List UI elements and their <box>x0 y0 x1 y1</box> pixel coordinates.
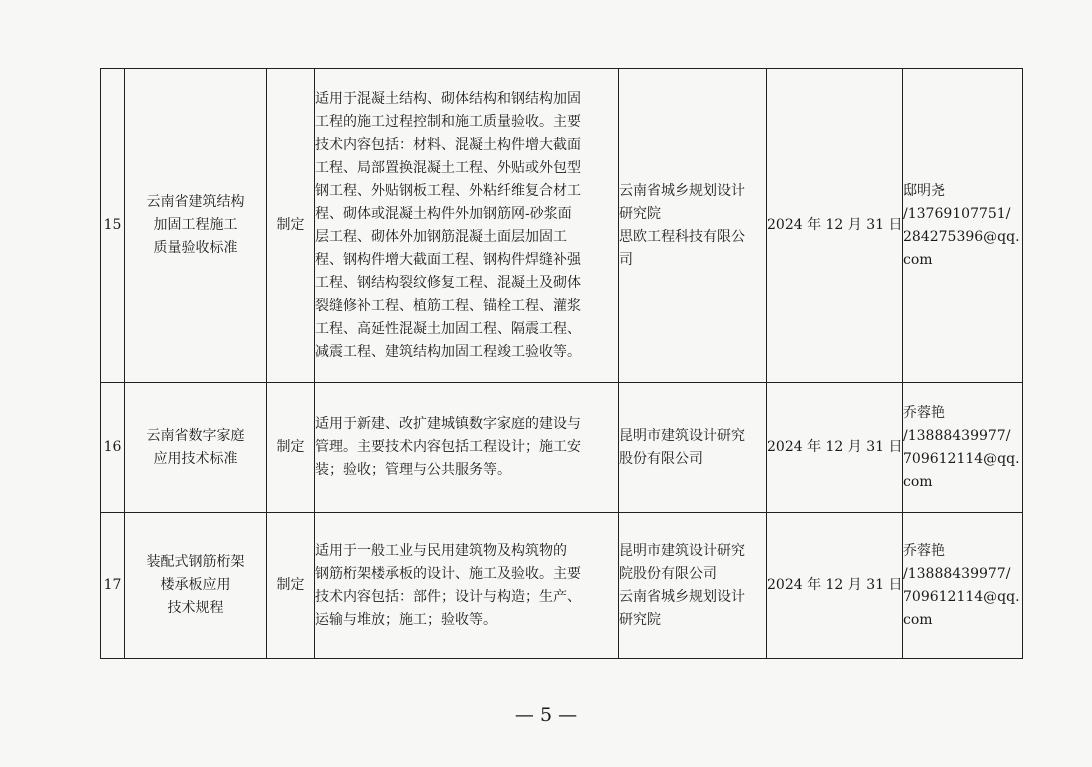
standard-description-line: 适用于新建、改扩建城镇数字家庭的建设与 <box>315 416 581 432</box>
contact-info-line: 乔蓉艳 <box>903 542 945 559</box>
contact-info-line: 乔蓉艳 <box>903 404 945 421</box>
contact-info-line: /13888439977/ <box>903 565 1011 582</box>
standard-name-line: 质量验收标准 <box>153 240 238 256</box>
responsible-units <box>619 383 767 513</box>
responsible-units-line: 司 <box>619 251 633 268</box>
contact-info-line: /13888439977/ <box>903 427 1011 444</box>
row-number: 15 <box>101 69 125 383</box>
responsible-units-line: 昆明市建筑设计研究 <box>619 542 745 559</box>
table-row <box>101 69 1023 383</box>
standard-description <box>315 383 619 513</box>
contact-info-line: 邸明尧 <box>903 182 945 199</box>
standard-name-line: 装配式钢筋桁架 <box>146 554 245 570</box>
standard-description-line: 适用于一般工业与民用建筑物及构筑物的 <box>315 542 567 559</box>
standard-description-line: 层工程、砌体外加钢筋混凝土面层加固工 <box>315 228 567 245</box>
responsible-units-line: 股份有限公司 <box>619 450 703 467</box>
contact-info <box>903 513 1023 659</box>
standards-table <box>100 68 1023 659</box>
standard-description-line: 工程、局部置换混凝土工程、外贴或外包型 <box>315 159 581 176</box>
standard-description <box>315 69 619 383</box>
due-date: 2024 年 12 月 31 日 <box>767 383 903 513</box>
standard-name <box>125 69 267 383</box>
contact-info-line: 709612114@qq. <box>903 450 1020 467</box>
table-body <box>101 69 1023 659</box>
standard-description <box>315 513 619 659</box>
standard-type: 制定 <box>267 513 315 659</box>
standard-description-line: 程、钢构件增大截面工程、钢构件焊缝补强 <box>315 251 581 268</box>
row-number: 17 <box>101 513 125 659</box>
responsible-units-line: 昆明市建筑设计研究 <box>619 427 745 444</box>
contact-info-line: 284275396@qq. <box>903 228 1020 245</box>
standard-description-line: 适用于混凝土结构、砌体结构和钢结构加固 <box>315 90 581 107</box>
contact-info-line: com <box>903 611 933 628</box>
standard-name-line: 加固工程施工 <box>153 217 238 233</box>
contact-info-line: com <box>903 251 933 268</box>
contact-info-line: 709612114@qq. <box>903 588 1020 605</box>
standard-name-line: 云南省数字家庭 <box>146 427 245 444</box>
responsible-units-line: 院股份有限公司 <box>619 565 717 582</box>
standard-name-line: 应用技术标准 <box>153 450 238 467</box>
standard-type: 制定 <box>267 69 315 383</box>
standard-description-line: 工程、高延性混凝土加固工程、隔震工程、 <box>315 320 581 337</box>
responsible-units-line: 研究院 <box>619 205 661 222</box>
contact-info <box>903 69 1023 383</box>
responsible-units-line: 思欧工程科技有限公 <box>619 228 745 245</box>
contact-info-line: com <box>903 473 933 490</box>
responsible-units <box>619 69 767 383</box>
table-row <box>101 513 1023 659</box>
due-date: 2024 年 12 月 31 日 <box>767 69 903 383</box>
responsible-units-line: 云南省城乡规划设计 <box>619 588 745 605</box>
standard-description-line: 钢工程、外贴钢板工程、外粘纤维复合材工 <box>315 182 581 199</box>
standard-description-line: 工程的施工过程控制和施工质量验收。主要 <box>315 113 581 130</box>
standard-name <box>125 513 267 659</box>
standard-description-line: 技术内容包括：材料、混凝土构件增大截面 <box>315 136 581 153</box>
responsible-units <box>619 513 767 659</box>
standard-name <box>125 383 267 513</box>
responsible-units-line: 云南省城乡规划设计 <box>619 182 745 199</box>
responsible-units-line: 研究院 <box>619 611 661 628</box>
standard-description-line: 装；验收；管理与公共服务等。 <box>315 462 511 478</box>
standard-description-line: 管理。主要技术内容包括工程设计；施工安 <box>315 439 581 455</box>
standard-description-line: 运输与堆放；施工；验收等。 <box>315 611 497 628</box>
standard-description-line: 裂缝修补工程、植筋工程、锚栓工程、灌浆 <box>315 297 581 314</box>
standard-name-line: 云南省建筑结构 <box>146 194 245 210</box>
standard-description-line: 减震工程、建筑结构加固工程竣工验收等。 <box>315 343 581 360</box>
standard-description-line: 技术内容包括：部件；设计与构造；生产、 <box>315 588 581 605</box>
standard-description-line: 工程、钢结构裂纹修复工程、混凝土及砌体 <box>315 274 581 291</box>
standard-name-line: 技术规程 <box>167 600 224 616</box>
contact-info-line: /13769107751/ <box>903 205 1011 222</box>
table-row <box>101 383 1023 513</box>
standard-description-line: 程、砌体或混凝土构件外加钢筋网-砂浆面 <box>315 205 572 222</box>
due-date: 2024 年 12 月 31 日 <box>767 513 903 659</box>
contact-info <box>903 383 1023 513</box>
standard-type: 制定 <box>267 383 315 513</box>
standard-name-line: 楼承板应用 <box>160 577 231 593</box>
page-number: — 5 — <box>514 704 578 726</box>
standard-description-line: 钢筋桁架楼承板的设计、施工及验收。主要 <box>315 565 581 582</box>
row-number: 16 <box>101 383 125 513</box>
